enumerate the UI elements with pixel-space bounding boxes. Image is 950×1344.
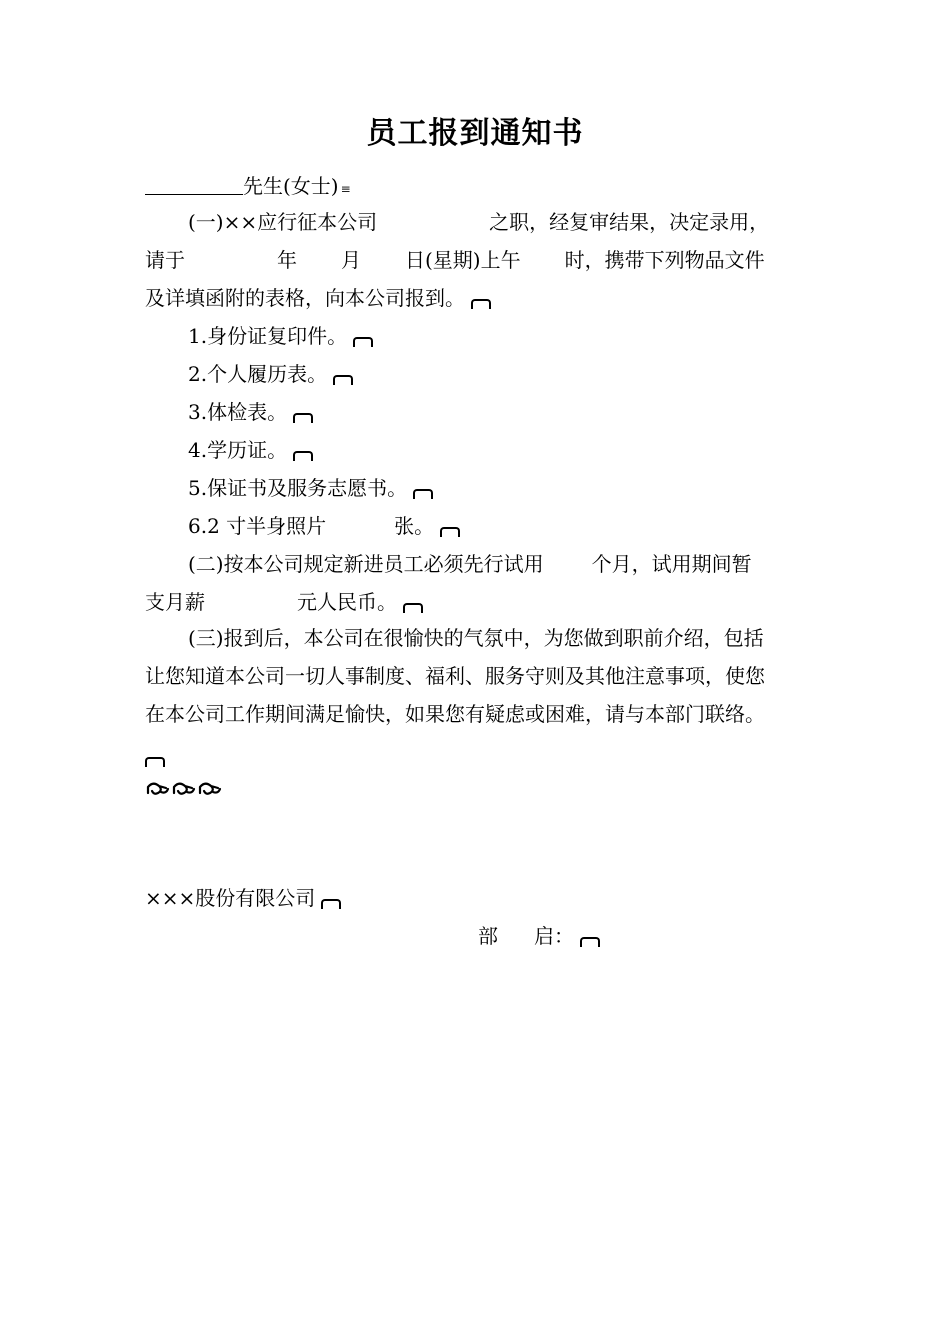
para2-line1: [188, 550, 752, 578]
item-1: [188, 322, 373, 350]
name-blank: [145, 172, 243, 195]
company-line: [145, 884, 341, 912]
para2-line2-suffix: 元人民币。: [297, 590, 397, 614]
para1-text-b: 之职，经复审结果，决定录用，: [489, 210, 770, 234]
signoff-line: [478, 922, 600, 950]
para2-text-b: 个月，试用期间暂: [591, 552, 752, 576]
item-3: [188, 398, 313, 426]
signoff-dept: 部: [478, 924, 498, 948]
para1-line3-text: 及详填函附的表格，向本公司报到。: [145, 286, 465, 310]
item-text-suffix: 张。: [394, 514, 435, 538]
para3-line3: [145, 700, 765, 728]
para3-text: 让您知道本公司一切人事制度、福利、服务守则及其他注意事项，使您: [145, 664, 765, 688]
paragraph-mark-icon: ≡: [340, 182, 351, 196]
company-name: ×××股份有限公司: [145, 886, 316, 910]
return-mark-icon: [145, 757, 165, 767]
para3-line2: [145, 662, 765, 690]
document-title: 员工报到通知书: [366, 116, 584, 151]
para3-text: 在本公司工作期间满足愉快，如果您有疑虑或困难，请与本部门联络。: [145, 702, 765, 726]
year-label: 年: [277, 248, 297, 272]
return-mark-icon: [580, 937, 600, 947]
day-label: 日(星期)上午: [405, 248, 521, 272]
return-mark-icon: [403, 603, 423, 613]
item-5: [188, 474, 433, 502]
item-6: [188, 512, 460, 540]
item-text: 4.学历证。: [188, 438, 288, 462]
para3-end: [145, 742, 165, 770]
salutation-text: 先生(女士): [243, 174, 339, 198]
item-2: [188, 360, 353, 388]
return-mark-icon: [440, 527, 460, 537]
para1-line1: [188, 208, 769, 236]
para3-text: (三)报到后，本公司在很愉快的气氛中，为您做到职前介绍，包括: [188, 626, 764, 650]
para3-line1: [188, 624, 764, 652]
item-text: 2.个人履历表。: [188, 362, 328, 386]
para1-line3: [145, 284, 491, 312]
return-mark-icon: [293, 451, 313, 461]
return-mark-icon: [353, 337, 373, 347]
para1-line2: [145, 246, 765, 274]
para1-text-a: (一)××应行征本公司: [188, 210, 378, 234]
item-text: 3.体检表。: [188, 400, 288, 424]
item-text: 1.身份证复印件。: [188, 324, 348, 348]
para1-line2-suffix: 时，携带下列物品文件: [564, 248, 765, 272]
para2-text-a: (二)按本公司规定新进员工必须先行试用: [188, 552, 544, 576]
return-mark-icon: [333, 375, 353, 385]
return-mark-icon: [321, 899, 341, 909]
para1-line2-prefix: 请于: [145, 248, 185, 272]
month-label: 月: [341, 248, 361, 272]
item-4: [188, 436, 313, 464]
return-mark-icon: [413, 489, 433, 499]
return-mark-icon: [471, 299, 491, 309]
salutation-line: [145, 172, 351, 203]
item-text: 6.2 寸半身照片: [188, 514, 327, 538]
para2-line2-prefix: 支月薪: [145, 590, 205, 614]
signoff-qi: 启：: [534, 924, 574, 948]
decorative-ornament-icon: [145, 778, 225, 800]
para2-line2: [145, 588, 423, 616]
return-mark-icon: [293, 413, 313, 423]
item-text: 5.保证书及服务志愿书。: [188, 476, 408, 500]
